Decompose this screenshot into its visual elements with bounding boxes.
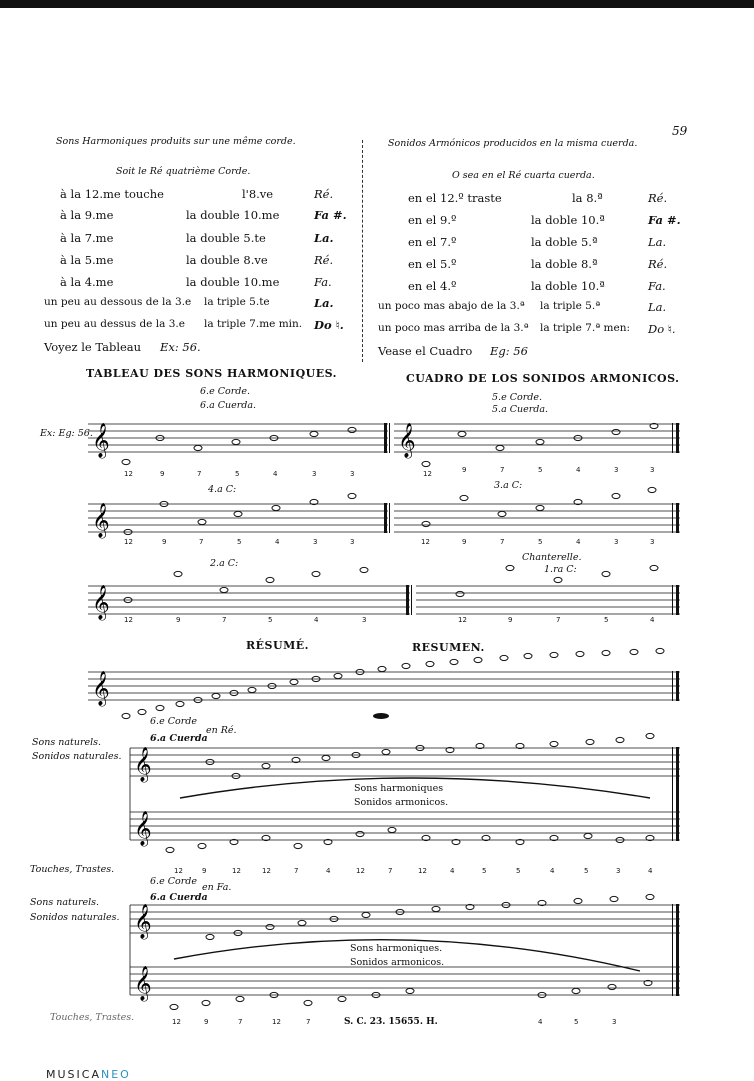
spanish-row-note: La.	[648, 300, 667, 314]
svg-text:𝄞: 𝄞	[92, 503, 110, 538]
fret-number: 3	[650, 538, 655, 546]
fret-number: 12	[174, 867, 183, 875]
fret-number: 12	[124, 470, 133, 478]
fret-number: 5	[574, 1018, 579, 1026]
spanish-row-note: Do ♮.	[648, 322, 676, 336]
svg-text:𝄞: 𝄞	[92, 423, 110, 458]
fret-number: 4	[450, 867, 455, 875]
footer-brand-part-a: MUSICA	[46, 1068, 101, 1081]
french-row-note: Ré.	[314, 187, 334, 201]
block2-touches: Touches, Trastes.	[50, 1012, 135, 1023]
fret-number: 4	[275, 538, 280, 546]
spanish-row-note: Fa #.	[648, 213, 681, 227]
block1-corde: 6.e Corde	[150, 716, 197, 727]
c4-label: 4.a C:	[208, 484, 237, 495]
plate-number: S. C. 23. 15655. H.	[344, 1017, 438, 1027]
french-subheading: Soit le Ré quatrième Corde.	[116, 166, 251, 177]
spanish-row-result: la doble 5.ª	[531, 235, 598, 249]
french-row-note: La.	[314, 231, 334, 245]
top-border	[0, 0, 754, 8]
fret-number: 3	[612, 1018, 617, 1026]
fret-number: 12	[272, 1018, 281, 1026]
french-row-note: Fa #.	[314, 208, 347, 222]
footer-brand-part-b: NEO	[100, 1068, 131, 1081]
fret-number: 7	[197, 470, 202, 478]
fret-number: 4	[273, 470, 278, 478]
spanish-row-result: la triple 7.ª men:	[540, 322, 630, 334]
spanish-example-ref: Eg: 56	[490, 344, 528, 358]
spanish-row-result: la triple 5.ª	[540, 300, 601, 312]
fret-number: 9	[462, 538, 467, 546]
fret-number: 4	[650, 616, 655, 624]
fret-number: 4	[576, 538, 581, 546]
french-row-fret: à la 9.me	[60, 208, 114, 222]
french-row-fret: à la 7.me	[60, 231, 114, 245]
fret-number: 7	[556, 616, 561, 624]
french-row-result: la double 10.me	[186, 208, 280, 222]
french-row-result: la double 5.te	[186, 231, 266, 245]
spanish-row-result: la 8.ª	[572, 191, 603, 205]
c3-label: 3.a C:	[494, 480, 523, 491]
french-row-note: Do ♮.	[314, 318, 344, 332]
block2-harm-fr: Sons harmoniques.	[350, 943, 443, 954]
staff-row-1	[88, 420, 688, 480]
fret-number: 12	[458, 616, 467, 624]
fret-number: 5	[235, 470, 240, 478]
cuadro-title: CUADRO DE LOS SONIDOS ARMONICOS.	[406, 372, 680, 385]
fret-number: 4	[314, 616, 319, 624]
fret-number: 7	[294, 867, 299, 875]
fret-number: 12	[356, 867, 365, 875]
fret-number: 3	[614, 466, 619, 474]
fret-number: 7	[222, 616, 227, 624]
fermata-mark	[373, 713, 389, 719]
corde6-label: 6.e Corde.	[200, 386, 250, 397]
french-row-fret: à la 12.me touche	[60, 187, 164, 201]
spanish-row-fret: un poco mas abajo de la 3.ª	[378, 300, 525, 312]
block1-harm-fr: Sons harmoniques	[354, 783, 444, 794]
block1-cuerda: 6.a Cuerda	[150, 733, 208, 744]
corde5-label: 5.e Corde.	[492, 392, 542, 403]
french-row-note: Ré.	[314, 253, 334, 267]
fret-number: 12	[124, 616, 133, 624]
c1-label: 1.ra C:	[544, 564, 577, 575]
block1-natural-es: Sonidos naturales.	[32, 751, 122, 762]
block2-staves	[130, 895, 690, 1015]
fret-number: 5	[268, 616, 273, 624]
spanish-row-result: la doble 8.ª	[531, 257, 598, 271]
svg-text:𝄞: 𝄞	[134, 904, 152, 939]
fret-number: 4	[576, 466, 581, 474]
french-heading: Sons Harmoniques produits sur une même corde.	[56, 136, 296, 147]
fret-number: 4	[550, 867, 555, 875]
fret-number: 3	[616, 867, 621, 875]
svg-text:𝄞: 𝄞	[134, 811, 152, 846]
spanish-row-note: Fa.	[648, 279, 666, 293]
spanish-row-note: Ré.	[648, 257, 668, 271]
fret-number: 3	[650, 466, 655, 474]
tableau-title: TABLEAU DES SONS HARMONIQUES.	[86, 367, 338, 380]
svg-text:𝄞: 𝄞	[92, 671, 110, 706]
spanish-row-fret: en el 5.º	[408, 257, 457, 271]
block1-natural-fr: Sons naturels.	[32, 737, 102, 748]
fret-number: 12	[232, 867, 241, 875]
french-row-result: l'8.ve	[242, 187, 274, 201]
spanish-row-fret: en el 4.º	[408, 279, 457, 293]
fret-number: 5	[538, 538, 543, 546]
footer-brand	[46, 1068, 131, 1081]
fret-number: 12	[262, 867, 271, 875]
cuerda6-label: 6.a Cuerda.	[200, 400, 257, 411]
fret-number: 9	[160, 470, 165, 478]
fret-number: 12	[421, 538, 430, 546]
block2-staves-svg	[130, 895, 690, 1015]
block2-natural-fr: Sons naturels.	[30, 897, 100, 908]
spanish-row-fret: en el 12.º traste	[408, 191, 502, 205]
french-row-note: La.	[314, 296, 334, 310]
block1-touches: Touches, Trastes.	[30, 864, 115, 875]
spanish-row-note: La.	[648, 235, 667, 249]
fret-number: 12	[418, 867, 427, 875]
french-see-table: Voyez le Tableau	[44, 340, 142, 354]
fret-number: 3	[362, 616, 367, 624]
c2-label: 2.a C:	[210, 558, 239, 569]
fret-number: 7	[306, 1018, 311, 1026]
block2-corde: 6.e Corde	[150, 876, 197, 887]
fret-number: 7	[500, 538, 505, 546]
french-row-result: la double 8.ve	[186, 253, 268, 267]
example-label: Ex: Eg: 56.	[40, 428, 93, 439]
french-example-ref: Ex: 56.	[160, 340, 201, 354]
spanish-row-note: Ré.	[648, 191, 668, 205]
french-row-fret: à la 5.me	[60, 253, 114, 267]
staff-row-2	[88, 500, 688, 550]
french-row-note: Fa.	[314, 275, 332, 289]
resume-staff-svg	[88, 666, 688, 716]
fret-number: 4	[648, 867, 653, 875]
french-row-result: la double 10.me	[186, 275, 280, 289]
fret-number: 9	[508, 616, 513, 624]
french-row-result: la triple 7.me min.	[204, 318, 303, 330]
block1-harm-es: Sonidos armonicos.	[354, 797, 449, 808]
fret-number: 12	[124, 538, 133, 546]
fret-number: 4	[538, 1018, 543, 1026]
fret-number: 3	[313, 538, 318, 546]
fret-number: 12	[423, 470, 432, 478]
fret-number: 9	[202, 867, 207, 875]
resume-title: RÉSUMÉ.	[246, 639, 309, 652]
fret-number: 5	[538, 466, 543, 474]
fret-number: 5	[237, 538, 242, 546]
fret-number: 5	[604, 616, 609, 624]
block1-tuning: en Ré.	[206, 725, 237, 736]
spanish-heading: Sonidos Armónicos producidos en la misma cuerda.	[388, 138, 638, 149]
svg-text:𝄞: 𝄞	[134, 747, 152, 782]
fret-number: 9	[204, 1018, 209, 1026]
fret-number: 7	[388, 867, 393, 875]
french-row-fret: à la 4.me	[60, 275, 114, 289]
block2-harm-es: Sonidos armonicos.	[350, 957, 445, 968]
spanish-row-result: la doble 10.ª	[531, 279, 605, 293]
svg-text:𝄞: 𝄞	[398, 423, 416, 458]
staff-row-2-svg	[88, 500, 688, 550]
spanish-row-fret: en el 9.º	[408, 213, 457, 227]
fret-number: 3	[350, 538, 355, 546]
page-number: 59	[672, 124, 688, 138]
chanterelle-label: Chanterelle.	[522, 552, 582, 563]
spanish-subheading: O sea en el Ré cuarta cuerda.	[452, 170, 595, 181]
fret-number: 7	[500, 466, 505, 474]
svg-text:𝄞: 𝄞	[92, 585, 110, 620]
fret-number: 7	[238, 1018, 243, 1026]
fret-number: 5	[482, 867, 487, 875]
french-row-fret: un peu au dessous de la 3.e	[44, 296, 192, 308]
fret-number: 5	[584, 867, 589, 875]
block2-cuerda: 6.a Cuerda	[150, 892, 208, 903]
block2-tuning: en Fa.	[202, 882, 232, 893]
column-divider	[362, 140, 363, 362]
fret-number: 9	[176, 616, 181, 624]
svg-text:𝄞: 𝄞	[134, 966, 152, 1001]
spanish-row-fret: en el 7.º	[408, 235, 457, 249]
cuerda5-label: 5.a Cuerda.	[492, 404, 549, 415]
french-row-fret: un peu au dessus de la 3.e	[44, 318, 185, 330]
french-row-result: la triple 5.te	[204, 296, 270, 308]
fret-number: 3	[350, 470, 355, 478]
resume-staff	[88, 666, 688, 716]
resumen-title: RESUMEN.	[412, 641, 485, 654]
staff-row-1-svg	[88, 420, 688, 480]
fret-number: 9	[162, 538, 167, 546]
fret-number: 4	[326, 867, 331, 875]
fret-number: 3	[312, 470, 317, 478]
block2-natural-es: Sonidos naturales.	[30, 912, 120, 923]
fret-number: 12	[172, 1018, 181, 1026]
spanish-see-table: Vease el Cuadro	[378, 344, 473, 358]
fret-number: 5	[516, 867, 521, 875]
fret-number: 3	[614, 538, 619, 546]
spanish-row-fret: un poco mas arriba de la 3.ª	[378, 322, 529, 334]
fret-number: 7	[199, 538, 204, 546]
fret-number: 9	[462, 466, 467, 474]
spanish-row-result: la doble 10.ª	[531, 213, 605, 227]
